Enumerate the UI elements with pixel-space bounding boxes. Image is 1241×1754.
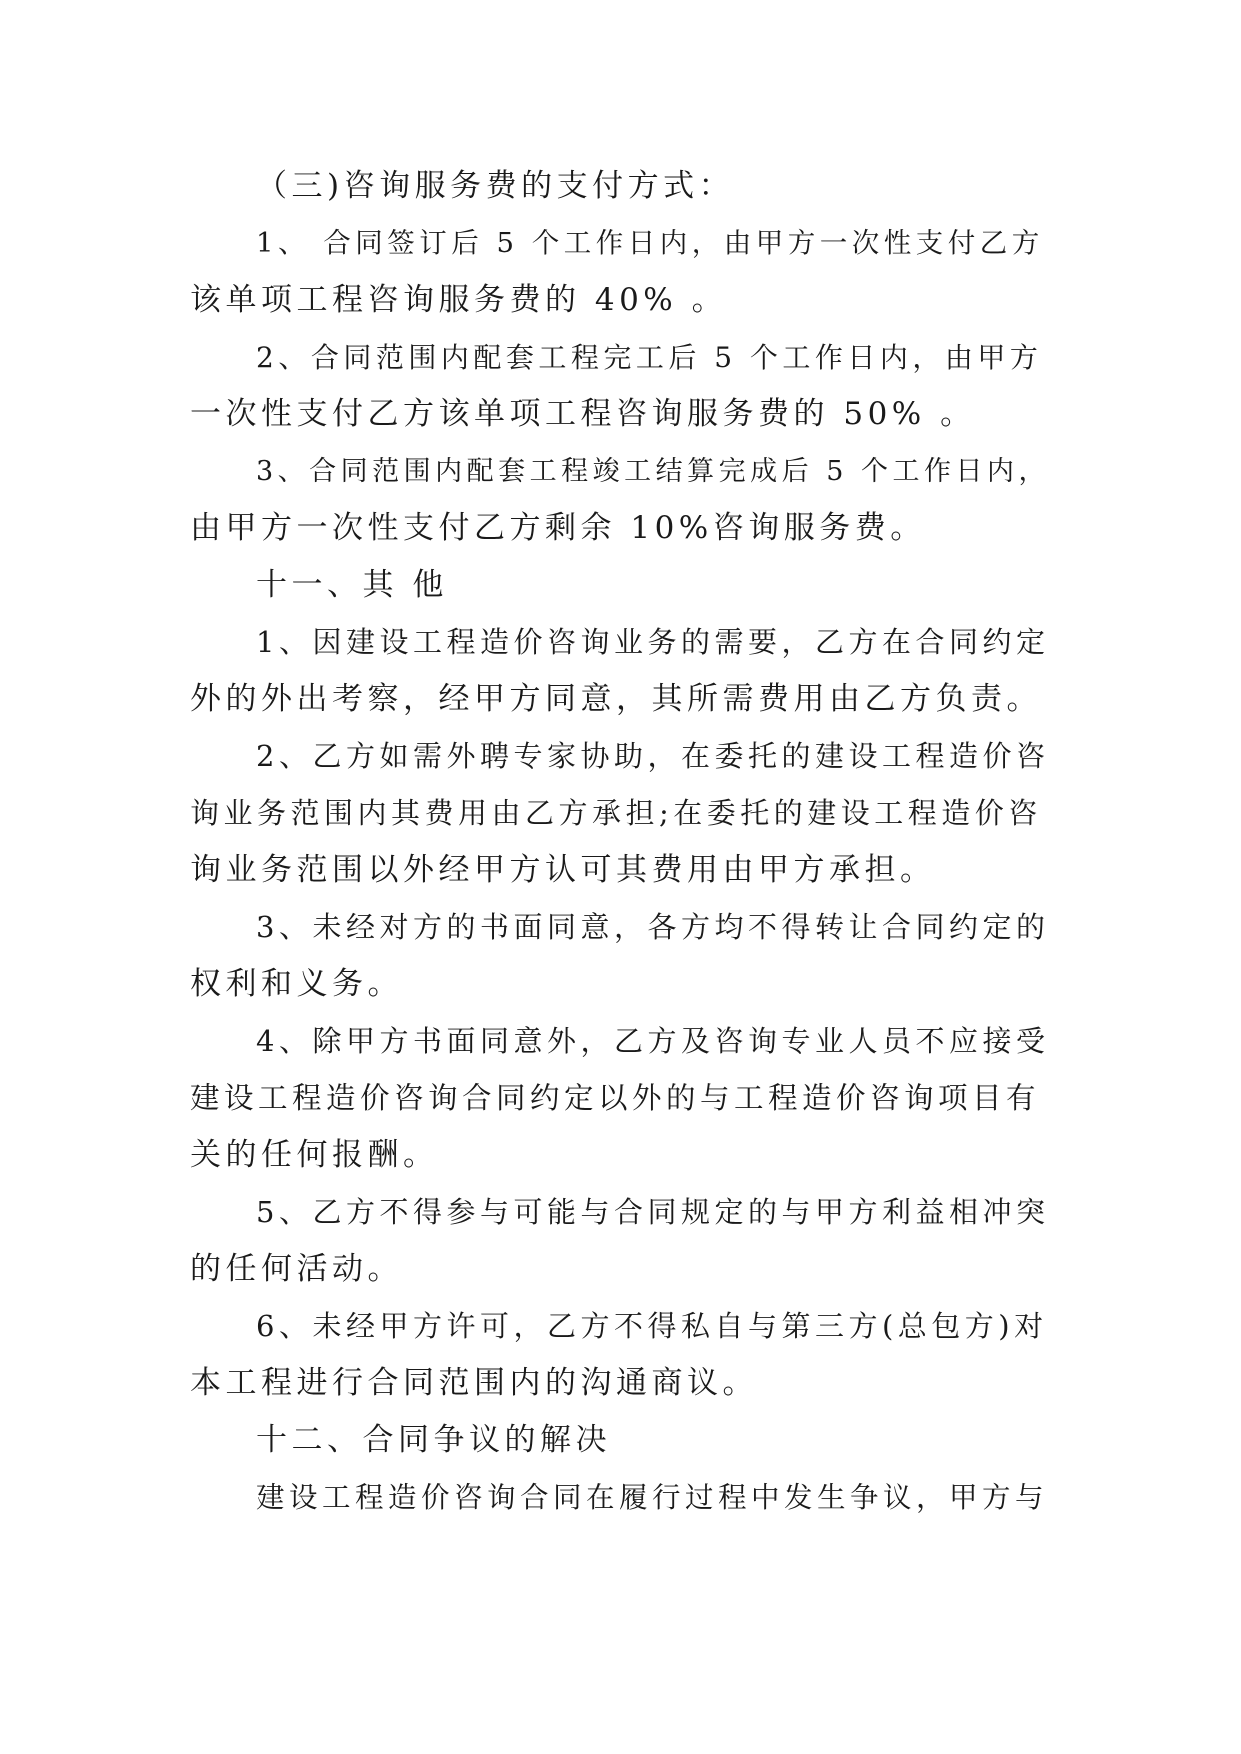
text-line: 本工程进行合同范围内的沟通商议。	[190, 1365, 758, 1401]
text-line: 3、未经对方的书面同意，各方均不得转让合同约定的	[256, 910, 1050, 944]
text-line: （三)咨询服务费的支付方式：	[256, 168, 735, 204]
text-line: 3、合同范围内配套工程竣工结算完成后 5 个工作日内，	[256, 456, 1051, 487]
text-line: 询业务范围以外经甲方认可其费用由甲方承担。	[190, 852, 936, 888]
text-line: 1、因建设工程造价咨询业务的需要，乙方在合同约定	[256, 625, 1050, 659]
section-heading: 十二、合同争议的解决	[256, 1422, 611, 1458]
text-line: 一次性支付乙方该单项工程咨询服务费的 50% 。	[190, 396, 976, 432]
text-line: 建设工程造价咨询合同约定以外的与工程造价咨询项目有	[190, 1081, 1041, 1115]
document-body	[190, 158, 1050, 1526]
section-heading: 十一、其 他	[256, 567, 448, 603]
text-line: 建设工程造价咨询合同在履行过程中发生争议，甲方与	[256, 1481, 1049, 1514]
text-line: 2、合同范围内配套工程完工后 5 个工作日内，由甲方	[256, 341, 1043, 374]
text-line: 关的任何报酬。	[190, 1137, 439, 1173]
text-line: 外的外出考察，经甲方同意，其所需费用由乙方负责。	[190, 681, 1042, 717]
text-line: 2、乙方如需外聘专家协助，在委托的建设工程造价咨	[256, 739, 1050, 773]
text-line: 4、除甲方书面同意外，乙方及咨询专业人员不应接受	[256, 1024, 1050, 1058]
text-line: 6、未经甲方许可，乙方不得私自与第三方(总包方)对	[256, 1309, 1048, 1343]
text-line: 询业务范围内其费用由乙方承担;在委托的建设工程造价咨	[190, 796, 1042, 830]
text-line: 的任何活动。	[190, 1251, 403, 1287]
text-line: 权利和义务。	[190, 966, 403, 1002]
text-line: 5、乙方不得参与可能与合同规定的与甲方利益相冲突	[256, 1195, 1050, 1229]
text-line: 该单项工程咨询服务费的 40% 。	[190, 282, 728, 318]
text-line: 由甲方一次性支付乙方剩余 10%咨询服务费。	[190, 510, 926, 546]
text-line: 1、 合同签订后 5 个工作日内，由甲方一次性支付乙方	[256, 227, 1044, 259]
